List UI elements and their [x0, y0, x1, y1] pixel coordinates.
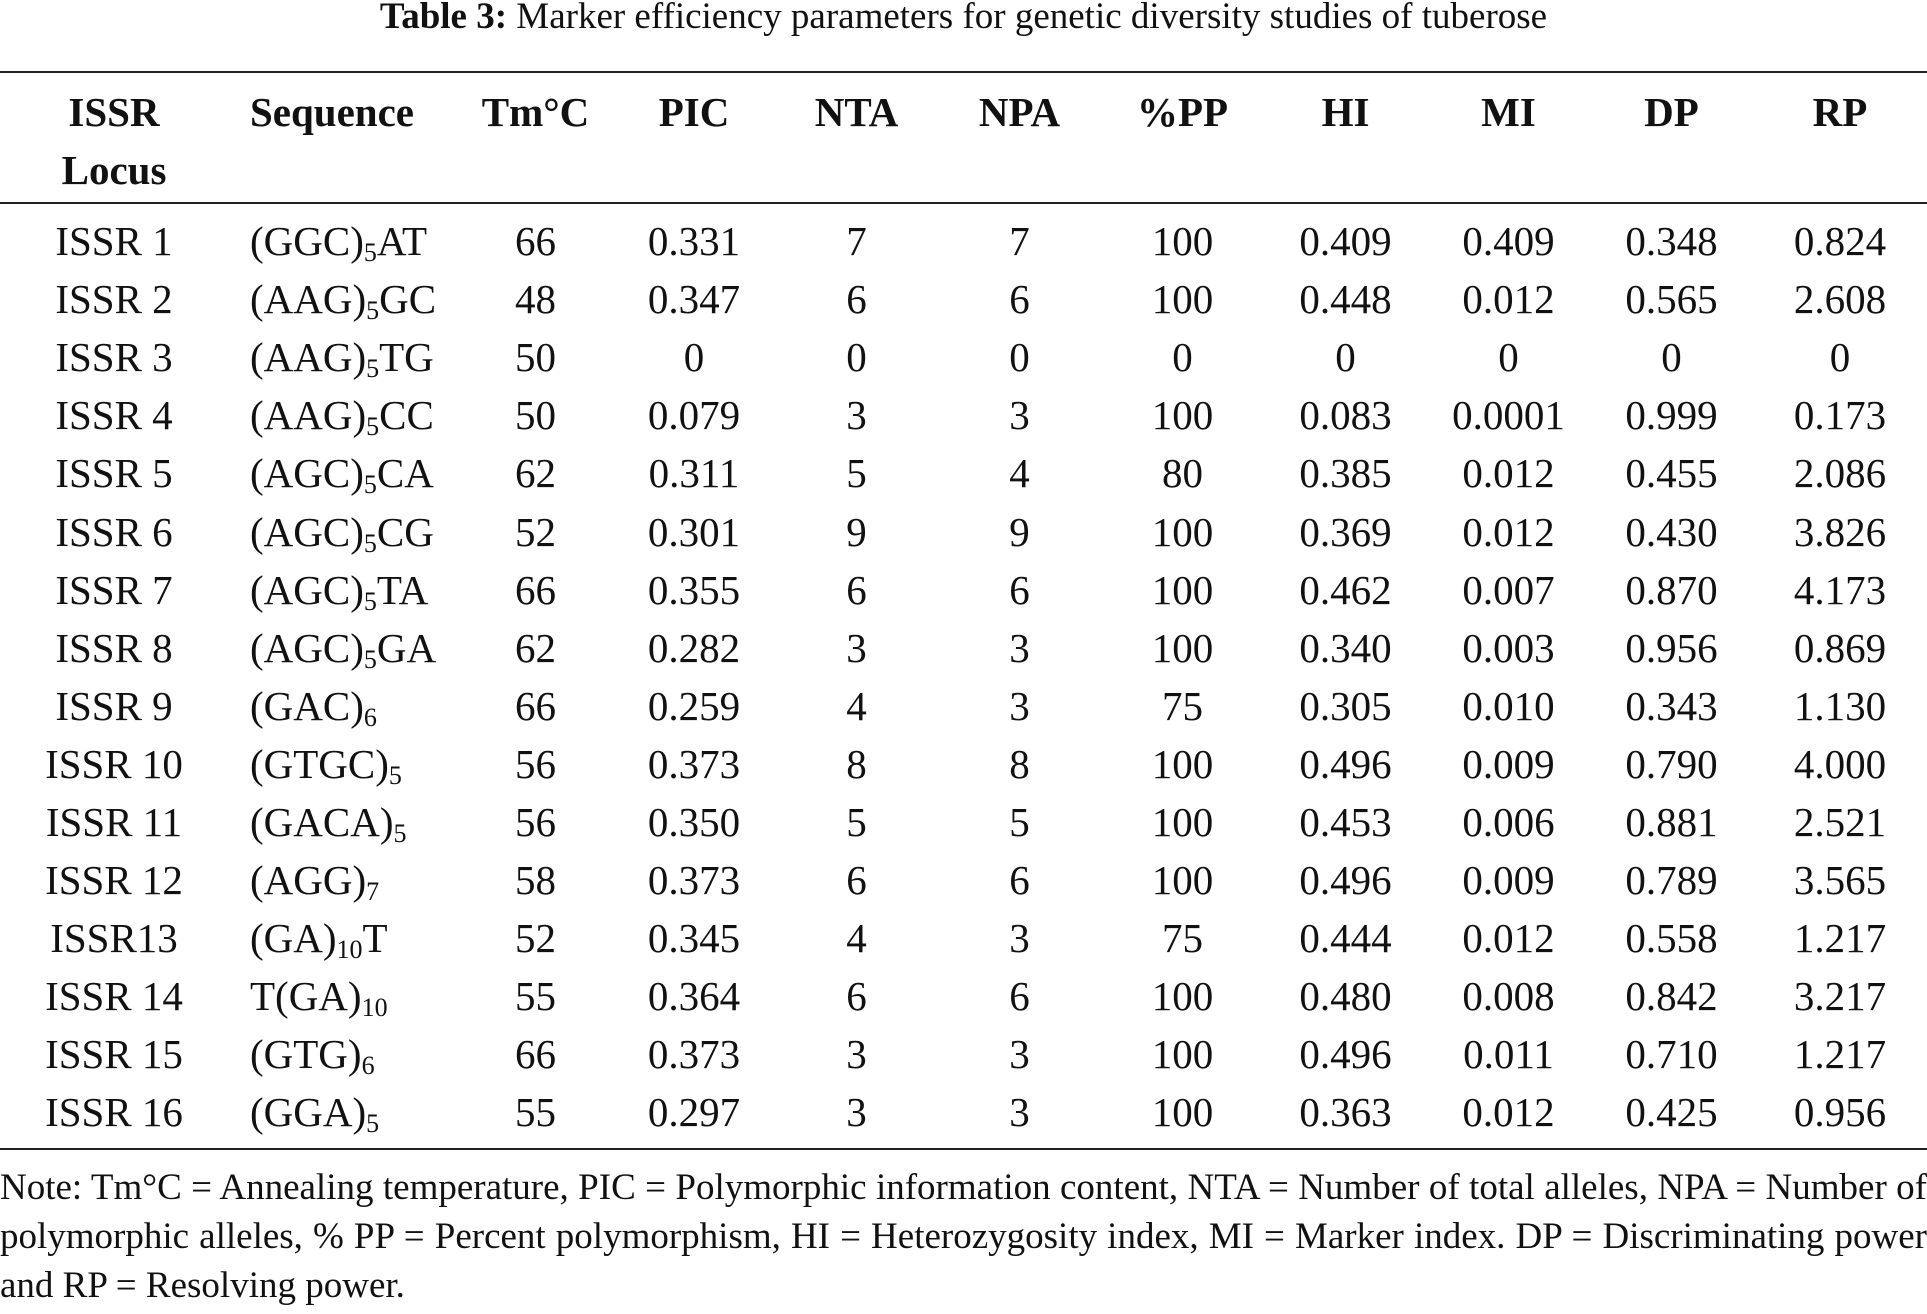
cell-pp: 75 [1162, 915, 1203, 962]
cell-tm: 50 [515, 334, 556, 381]
cell-locus: ISSR 3 [55, 334, 173, 381]
cell-dp: 0.999 [1625, 392, 1718, 439]
cell-sequence [228, 386, 458, 444]
cell-nta: 3 [846, 392, 867, 439]
cell-rp: 3.565 [1793, 857, 1887, 904]
cell-pp: 75 [1162, 682, 1203, 729]
cell-npa: 3 [1009, 392, 1030, 439]
caption-text: Marker efficiency parameters for genetic diversity studies of tuberose [516, 0, 1548, 37]
cell-pic: 0.311 [648, 450, 740, 497]
sequence-motif: (AGC) [250, 566, 364, 613]
cell-pp: 0 [1172, 334, 1193, 381]
cell-pic: 0.364 [647, 973, 741, 1020]
header-hi: HI [1264, 72, 1427, 203]
cell-rp: 0.173 [1793, 392, 1887, 439]
sequence-motif: (AGC) [250, 508, 364, 555]
cell-nta: 6 [846, 973, 867, 1020]
cell-pp: 100 [1151, 392, 1214, 439]
cell-npa: 3 [1009, 915, 1030, 962]
sequence-motif: (AGC) [250, 624, 364, 671]
table-row [0, 203, 1927, 270]
sequence-motif: (GAC) [250, 682, 364, 729]
sequence-motif: (AGG) [250, 857, 367, 904]
cell-locus: ISSR 4 [55, 392, 173, 439]
cell-mi: 0.012 [1462, 508, 1555, 555]
table-row [0, 561, 1927, 619]
cell-nta: 3 [846, 1089, 867, 1136]
sequence-repeat-count: 5 [366, 354, 380, 384]
cell-mi: 0.012 [1462, 450, 1555, 497]
cell-nta: 6 [846, 857, 867, 904]
sequence-repeat-count: 5 [363, 470, 377, 500]
cell-tm: 66 [515, 682, 556, 729]
cell-dp: 0.565 [1625, 276, 1718, 323]
cell-rp: 0.956 [1793, 1089, 1887, 1136]
cell-sequence [228, 619, 458, 677]
cell-npa: 8 [1009, 740, 1030, 787]
cell-rp: 0.869 [1793, 624, 1887, 671]
cell-hi: 0.363 [1299, 1089, 1392, 1136]
cell-pic: 0.331 [647, 218, 741, 265]
cell-tm: 52 [515, 915, 556, 962]
cell-mi: 0.009 [1462, 857, 1555, 904]
cell-locus: ISSR 6 [55, 508, 173, 555]
sequence-repeat-count: 5 [366, 296, 380, 326]
cell-mi: 0.012 [1462, 915, 1555, 962]
cell-pic: 0.259 [647, 682, 741, 729]
sequence-motif: (AGC) [250, 450, 364, 497]
cell-locus: ISSR 16 [45, 1089, 183, 1136]
cell-rp: 2.521 [1793, 798, 1887, 845]
cell-hi: 0.369 [1299, 508, 1392, 555]
cell-npa: 3 [1009, 1031, 1030, 1078]
cell-tm: 62 [515, 624, 556, 671]
cell-pic: 0.347 [647, 276, 741, 323]
cell-nta: 5 [846, 450, 867, 497]
cell-locus: ISSR 7 [55, 566, 173, 613]
cell-pic: 0.282 [647, 624, 741, 671]
cell-sequence [228, 677, 458, 735]
cell-sequence [228, 561, 458, 619]
cell-npa: 7 [1009, 218, 1030, 265]
cell-hi: 0.462 [1299, 566, 1392, 613]
cell-pp: 100 [1151, 218, 1214, 265]
sequence-anchor: CC [379, 392, 434, 439]
cell-sequence [228, 328, 458, 386]
cell-npa: 6 [1009, 973, 1030, 1020]
cell-rp: 1.217 [1793, 915, 1887, 962]
cell-pp: 100 [1151, 566, 1214, 613]
cell-sequence [228, 967, 458, 1025]
cell-nta: 4 [846, 682, 867, 729]
cell-mi: 0.009 [1462, 740, 1555, 787]
cell-pp: 100 [1151, 740, 1214, 787]
cell-pp: 100 [1151, 276, 1214, 323]
cell-hi: 0.409 [1299, 218, 1392, 265]
cell-mi: 0.409 [1462, 218, 1555, 265]
cell-tm: 55 [515, 1089, 556, 1136]
cell-sequence [228, 735, 458, 793]
cell-rp: 1.130 [1793, 682, 1887, 729]
cell-hi: 0.385 [1299, 450, 1392, 497]
cell-hi: 0.496 [1299, 1031, 1392, 1078]
header-pp: %PP [1101, 72, 1264, 203]
cell-mi: 0.003 [1462, 624, 1555, 671]
sequence-repeat-count: 6 [363, 702, 377, 732]
cell-npa: 6 [1009, 857, 1030, 904]
header-issr-locus [0, 72, 228, 203]
cell-dp: 0.956 [1625, 624, 1718, 671]
sequence-motif: (AAG) [250, 392, 367, 439]
cell-nta: 8 [846, 740, 867, 787]
table-row [0, 793, 1927, 851]
marker-efficiency-table [0, 71, 1927, 1150]
header-mi: MI [1427, 72, 1590, 203]
cell-hi: 0.083 [1299, 392, 1392, 439]
sequence-repeat-count: 10 [361, 993, 388, 1023]
cell-tm: 66 [515, 218, 556, 265]
cell-dp: 0.789 [1625, 857, 1718, 904]
sequence-motif: (GGA) [250, 1089, 367, 1136]
table-row [0, 967, 1927, 1025]
cell-mi: 0.007 [1462, 566, 1555, 613]
cell-hi: 0.448 [1299, 276, 1392, 323]
sequence-anchor: TG [379, 334, 434, 381]
cell-tm: 66 [515, 566, 556, 613]
cell-dp: 0.430 [1625, 508, 1718, 555]
cell-nta: 4 [846, 915, 867, 962]
cell-nta: 0 [846, 334, 867, 381]
cell-npa: 3 [1009, 624, 1030, 671]
sequence-repeat-count: 5 [363, 238, 377, 268]
sequence-anchor: AT [376, 218, 427, 265]
cell-nta: 3 [846, 1031, 867, 1078]
table-row [0, 386, 1927, 444]
cell-locus: ISSR 15 [45, 1031, 183, 1078]
cell-pp: 100 [1151, 1089, 1214, 1136]
cell-sequence [228, 502, 458, 560]
cell-pp: 100 [1151, 973, 1214, 1020]
sequence-repeat-count: 5 [393, 818, 407, 848]
header-issr-locus-line2: Locus [61, 147, 167, 193]
cell-locus: ISSR 5 [55, 450, 173, 497]
cell-npa: 6 [1009, 276, 1030, 323]
table-body [0, 203, 1927, 1149]
cell-locus: ISSR 1 [55, 218, 173, 265]
cell-tm: 56 [515, 740, 556, 787]
table-row [0, 328, 1927, 386]
cell-dp: 0.455 [1625, 450, 1718, 497]
cell-locus: ISSR13 [50, 915, 178, 962]
cell-dp: 0.790 [1625, 740, 1718, 787]
table-row [0, 444, 1927, 502]
sequence-repeat-count: 5 [388, 760, 402, 790]
cell-dp: 0.710 [1625, 1031, 1718, 1078]
cell-sequence [228, 793, 458, 851]
cell-tm: 58 [515, 857, 556, 904]
cell-tm: 62 [515, 450, 556, 497]
table-row [0, 502, 1927, 560]
cell-pic: 0.350 [647, 798, 741, 845]
cell-nta: 9 [846, 508, 867, 555]
sequence-motif: T(GA) [250, 973, 362, 1020]
table-row [0, 619, 1927, 677]
cell-pic: 0.079 [647, 392, 741, 439]
cell-hi: 0.453 [1299, 798, 1392, 845]
cell-locus: ISSR 14 [45, 973, 183, 1020]
cell-rp: 4.173 [1793, 566, 1887, 613]
table-caption [0, 0, 1927, 40]
cell-mi: 0 [1498, 334, 1519, 381]
cell-pic: 0.373 [647, 857, 741, 904]
cell-hi: 0.496 [1299, 740, 1392, 787]
cell-dp: 0 [1661, 334, 1682, 381]
cell-nta: 5 [846, 798, 867, 845]
cell-hi: 0.340 [1299, 624, 1392, 671]
cell-pp: 100 [1151, 508, 1214, 555]
table-row [0, 909, 1927, 967]
sequence-motif: (AAG) [250, 276, 367, 323]
cell-sequence [228, 909, 458, 967]
sequence-motif: (AAG) [250, 334, 367, 381]
sequence-repeat-count: 6 [361, 1051, 375, 1081]
cell-npa: 9 [1009, 508, 1030, 555]
cell-rp: 3.826 [1793, 508, 1887, 555]
cell-locus: ISSR 11 [45, 798, 183, 845]
sequence-anchor: CG [376, 508, 434, 555]
cell-nta: 6 [846, 566, 867, 613]
table-row [0, 270, 1927, 328]
cell-tm: 52 [515, 508, 556, 555]
cell-tm: 50 [515, 392, 556, 439]
cell-rp: 2.608 [1793, 276, 1887, 323]
cell-pic: 0.301 [647, 508, 741, 555]
cell-rp: 2.086 [1793, 450, 1887, 497]
cell-sequence [228, 203, 458, 270]
table-row [0, 677, 1927, 735]
table-row [0, 735, 1927, 793]
cell-mi: 0.011 [1463, 1031, 1554, 1078]
cell-locus: ISSR 12 [45, 857, 183, 904]
cell-locus: ISSR 8 [55, 624, 173, 671]
cell-pic: 0.297 [647, 1089, 741, 1136]
sequence-motif: (GACA) [250, 798, 394, 845]
cell-pic: 0.373 [647, 740, 741, 787]
cell-nta: 3 [846, 624, 867, 671]
header-dp: DP [1590, 72, 1753, 203]
cell-hi: 0.305 [1299, 682, 1392, 729]
cell-pp: 100 [1151, 1031, 1214, 1078]
cell-tm: 55 [515, 973, 556, 1020]
cell-mi: 0.006 [1462, 798, 1555, 845]
header-sequence: Sequence [228, 72, 458, 203]
cell-nta: 7 [846, 218, 867, 265]
cell-pp: 100 [1151, 798, 1214, 845]
sequence-anchor: GA [376, 624, 437, 671]
sequence-motif: (GA) [250, 915, 337, 962]
sequence-repeat-count: 5 [363, 586, 377, 616]
cell-mi: 0.010 [1462, 682, 1555, 729]
cell-mi: 0.008 [1462, 973, 1555, 1020]
cell-pp: 100 [1151, 624, 1214, 671]
cell-pic: 0.355 [647, 566, 741, 613]
cell-sequence [228, 444, 458, 502]
cell-pic: 0 [683, 334, 705, 381]
sequence-anchor: CA [376, 450, 434, 497]
sequence-anchor: T [362, 915, 388, 962]
table-row [0, 851, 1927, 909]
sequence-motif: (GTG) [250, 1031, 362, 1078]
cell-dp: 0.842 [1625, 973, 1718, 1020]
sequence-repeat-count: 5 [363, 644, 377, 674]
caption-label: Table 3: [379, 0, 508, 37]
cell-mi: 0.012 [1462, 1089, 1555, 1136]
cell-pic: 0.345 [647, 915, 741, 962]
cell-pp: 80 [1162, 450, 1203, 497]
cell-locus: ISSR 2 [55, 276, 173, 323]
cell-dp: 0.343 [1625, 682, 1718, 729]
cell-hi: 0 [1335, 334, 1356, 381]
sequence-anchor: GC [379, 276, 437, 323]
cell-npa: 5 [1009, 798, 1030, 845]
sequence-repeat-count: 5 [366, 412, 380, 442]
cell-rp: 1.217 [1793, 1031, 1887, 1078]
cell-rp: 3.217 [1793, 973, 1887, 1020]
cell-pic: 0.373 [647, 1031, 741, 1078]
cell-hi: 0.480 [1299, 973, 1392, 1020]
cell-mi: 0.012 [1462, 276, 1555, 323]
table-row [0, 1083, 1927, 1148]
cell-tm: 66 [515, 1031, 556, 1078]
header-rp: RP [1753, 72, 1927, 203]
cell-dp: 0.870 [1625, 566, 1718, 613]
cell-dp: 0.558 [1625, 915, 1718, 962]
sequence-anchor: TA [376, 566, 429, 613]
table-note: Note: Tm°C = Annealing temperature, PIC = Polymorphic information content, NTA = Number of total alleles, NPA = Number of polymorphic alleles, % PP = Percent polymorphism, HI = Heterozygosity index, MI = Marker index. DP = Discriminating power and RP = Resolving power. [0, 1167, 1927, 1306]
cell-dp: 0.881 [1625, 798, 1718, 845]
sequence-repeat-count: 10 [336, 935, 363, 965]
table-header-row [0, 72, 1927, 203]
cell-locus: ISSR 10 [45, 740, 183, 787]
header-tm: Tm°C [458, 72, 613, 203]
cell-npa: 6 [1009, 566, 1030, 613]
header-nta: NTA [775, 72, 938, 203]
sequence-motif: (GGC) [250, 218, 364, 265]
header-issr-locus-line1: ISSR [68, 89, 160, 135]
cell-locus: ISSR 9 [55, 682, 173, 729]
cell-dp: 0.348 [1625, 218, 1718, 265]
cell-hi: 0.444 [1299, 915, 1392, 962]
cell-tm: 56 [515, 798, 556, 845]
cell-npa: 3 [1009, 1089, 1030, 1136]
cell-sequence [228, 270, 458, 328]
sequence-repeat-count: 5 [363, 528, 377, 558]
cell-npa: 3 [1009, 682, 1030, 729]
cell-hi: 0.496 [1299, 857, 1392, 904]
cell-mi: 0.0001 [1452, 392, 1565, 439]
sequence-repeat-count: 5 [366, 1109, 380, 1139]
cell-npa: 4 [1009, 450, 1030, 497]
cell-rp: 4.000 [1793, 740, 1887, 787]
table-row [0, 1025, 1927, 1083]
sequence-motif: (GTGC) [250, 740, 389, 787]
cell-sequence [228, 851, 458, 909]
header-pic: PIC [613, 72, 775, 203]
cell-npa: 0 [1009, 334, 1030, 381]
cell-pp: 100 [1151, 857, 1214, 904]
cell-sequence [228, 1025, 458, 1083]
cell-rp: 0 [1829, 334, 1851, 381]
sequence-repeat-count: 7 [366, 877, 380, 907]
header-npa: NPA [938, 72, 1101, 203]
cell-sequence [228, 1083, 458, 1148]
cell-dp: 0.425 [1625, 1089, 1718, 1136]
cell-rp: 0.824 [1793, 218, 1887, 265]
cell-nta: 6 [846, 276, 867, 323]
cell-tm: 48 [515, 276, 556, 323]
